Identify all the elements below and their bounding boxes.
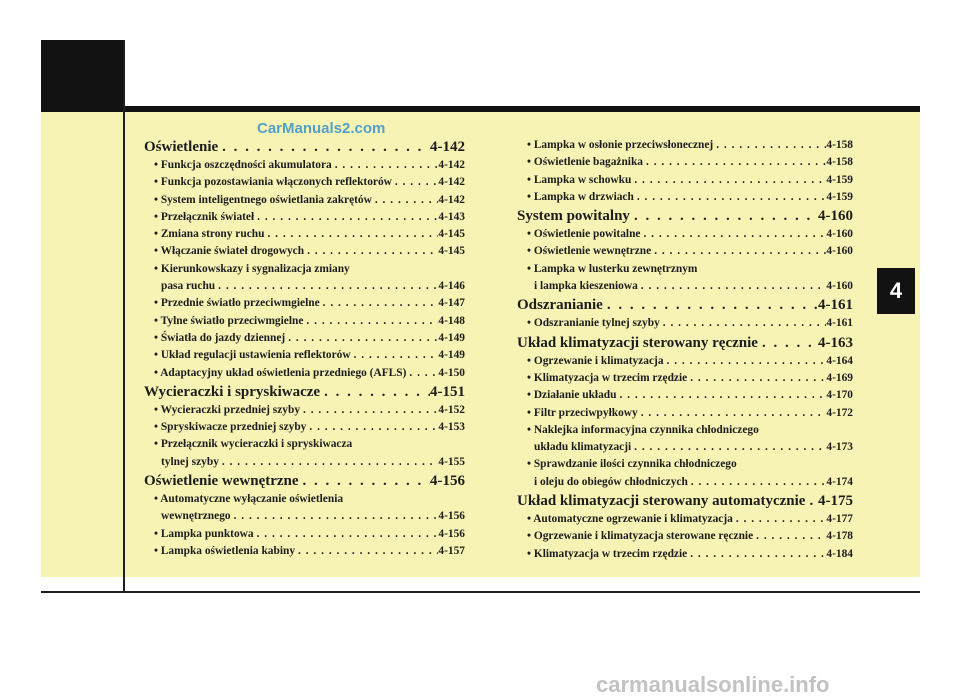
toc-entry-title: • Adaptacyjny układ oświetlenia przedniego (AFLS) bbox=[154, 366, 407, 379]
toc-entry[interactable] bbox=[517, 387, 853, 404]
toc-entry-title: Odszranianie bbox=[517, 297, 603, 314]
toc-entry-title: • Włączanie świateł drogowych bbox=[154, 245, 305, 258]
dot-leader bbox=[805, 491, 818, 511]
toc-entry[interactable] bbox=[144, 226, 465, 243]
toc-page-number: 4-142 bbox=[438, 159, 465, 171]
dot-leader bbox=[640, 226, 826, 243]
header-black-block bbox=[41, 40, 124, 112]
toc-heading[interactable] bbox=[517, 295, 853, 315]
toc-entry-title: i lampka kieszeniowa bbox=[534, 280, 638, 293]
dot-leader bbox=[687, 546, 826, 563]
toc-entry-continuation[interactable] bbox=[517, 278, 853, 295]
toc-entry-title: • System inteligentnego oświetlania zakrętów bbox=[154, 193, 372, 206]
toc-page-number: 4-158 bbox=[826, 139, 853, 151]
dot-leader bbox=[643, 154, 826, 171]
toc-page-number: 4-160 bbox=[826, 280, 853, 293]
footer-rule bbox=[41, 591, 920, 593]
toc-page-number: 4-160 bbox=[826, 228, 853, 241]
toc-page-number: 4-161 bbox=[826, 317, 853, 330]
toc-entry[interactable] bbox=[144, 295, 465, 312]
toc-page-number: 4-142 bbox=[438, 176, 465, 189]
dot-leader bbox=[687, 370, 826, 387]
toc-page-number: 4-169 bbox=[826, 371, 853, 384]
toc-entry[interactable] bbox=[517, 546, 853, 563]
toc-page-number: 4-142 bbox=[438, 193, 465, 206]
toc-page-number: 4-149 bbox=[438, 331, 465, 344]
toc-entry-continuation[interactable] bbox=[144, 508, 465, 525]
toc-entry-title: • Kierunkowskazy i sygnalizacja zmiany bbox=[154, 262, 350, 275]
toc-entry-title: • Funkcja pozostawiania włączonych reflektorów bbox=[154, 176, 392, 189]
toc-entry-title: • Oświetlenie bagażnika bbox=[527, 156, 643, 169]
toc-entry-first-line[interactable] bbox=[144, 436, 465, 453]
toc-page-number: 4-159 bbox=[826, 173, 853, 186]
toc-right-column bbox=[517, 137, 853, 563]
toc-entry[interactable] bbox=[144, 330, 465, 347]
dot-leader bbox=[372, 192, 439, 209]
margin-rule bbox=[123, 40, 125, 593]
dot-leader bbox=[320, 295, 439, 312]
toc-left-column bbox=[144, 137, 465, 560]
dot-leader bbox=[295, 543, 438, 560]
toc-page-number: 4-142 bbox=[430, 139, 465, 155]
toc-page-number: 4-160 bbox=[826, 245, 853, 258]
dot-leader bbox=[733, 511, 827, 528]
toc-page-number: 4-156 bbox=[430, 473, 465, 490]
chapter-tab[interactable]: 4 bbox=[877, 268, 915, 314]
toc-entry-title: • Lampka w osłonie przeciwsłonecznej bbox=[527, 139, 714, 151]
toc-page-number: 4-143 bbox=[438, 210, 465, 223]
toc-entry-title: • Światła do jazdy dziennej bbox=[154, 331, 286, 344]
toc-entry[interactable] bbox=[517, 172, 853, 189]
toc-heading[interactable] bbox=[517, 206, 853, 226]
dot-leader bbox=[264, 226, 438, 243]
toc-page-number: 4-173 bbox=[826, 441, 853, 454]
dot-leader bbox=[758, 333, 818, 353]
toc-page-number: 4-148 bbox=[438, 314, 465, 327]
dot-leader bbox=[631, 439, 826, 456]
toc-entry-title: układu klimatyzacji bbox=[534, 441, 632, 454]
toc-entry[interactable] bbox=[144, 526, 465, 543]
toc-entry[interactable] bbox=[144, 543, 465, 560]
dot-leader bbox=[306, 419, 438, 436]
toc-entry[interactable] bbox=[144, 365, 465, 382]
toc-entry[interactable] bbox=[144, 157, 465, 174]
toc-page-number: 4-164 bbox=[826, 354, 853, 367]
dot-leader bbox=[299, 471, 430, 491]
toc-entry-first-line[interactable] bbox=[517, 422, 853, 439]
toc-entry-title: • Klimatyzacja w trzecim rzędzie bbox=[527, 371, 688, 384]
toc-entry-title: • Klimatyzacja w trzecim rzędzie bbox=[527, 547, 688, 560]
toc-entry[interactable] bbox=[144, 192, 465, 209]
toc-page-number: 4-156 bbox=[438, 510, 465, 523]
toc-heading[interactable] bbox=[144, 382, 465, 402]
toc-entry[interactable] bbox=[517, 154, 853, 171]
toc-entry[interactable] bbox=[517, 315, 853, 332]
toc-page-number: 4-150 bbox=[438, 366, 465, 379]
toc-entry[interactable] bbox=[144, 209, 465, 226]
dot-leader bbox=[603, 295, 818, 315]
toc-entry-title: • Zmiana strony ruchu bbox=[154, 228, 265, 241]
toc-entry-continuation[interactable] bbox=[517, 439, 853, 456]
toc-entry-title: • Lampka oświetlenia kabiny bbox=[154, 544, 296, 557]
dot-leader bbox=[753, 528, 826, 545]
toc-page-number: 4-157 bbox=[438, 544, 465, 557]
toc-entry-title: • Przełącznik wycieraczki i spryskiwacza bbox=[154, 438, 353, 451]
toc-entry[interactable] bbox=[144, 243, 465, 260]
toc-page-number: 4-160 bbox=[818, 208, 853, 225]
toc-page-number: 4-149 bbox=[438, 349, 465, 362]
toc-entry-title: • Ogrzewanie i klimatyzacja sterowane ręcznie bbox=[527, 530, 754, 543]
dot-leader bbox=[231, 508, 439, 525]
toc-entry-title: Układ klimatyzacji sterowany automatycznie bbox=[517, 493, 806, 510]
toc-entry-continuation[interactable] bbox=[517, 474, 853, 491]
header-rule bbox=[124, 106, 920, 112]
toc-entry-title: • Oświetlenie wewnętrzne bbox=[527, 245, 652, 258]
toc-page-number: 4-146 bbox=[438, 280, 465, 293]
toc-entry-title: i oleju do obiegów chłodniczych bbox=[534, 475, 688, 488]
toc-entry-continuation[interactable] bbox=[144, 454, 465, 471]
dot-leader bbox=[631, 172, 826, 189]
toc-entry[interactable] bbox=[144, 402, 465, 419]
toc-entry-title: Oświetlenie bbox=[144, 139, 219, 155]
dot-leader bbox=[638, 278, 827, 295]
dot-leader bbox=[304, 243, 438, 260]
toc-page-number: 4-151 bbox=[430, 383, 465, 400]
toc-entry-title: tylnej szyby bbox=[161, 455, 219, 468]
toc-entry[interactable] bbox=[144, 313, 465, 330]
dot-leader bbox=[332, 157, 439, 174]
dot-leader bbox=[218, 137, 430, 157]
toc-entry-first-line[interactable] bbox=[517, 261, 853, 278]
dot-leader bbox=[303, 313, 438, 330]
toc-entry-title: • Filtr przeciwpyłkowy bbox=[527, 406, 638, 419]
dot-leader bbox=[219, 454, 439, 471]
toc-entry-title: • Przednie światło przeciwmgielne bbox=[154, 297, 320, 310]
toc-entry-first-line[interactable] bbox=[144, 491, 465, 508]
toc-entry-title: • Naklejka informacyjna czynnika chłodniczego bbox=[527, 423, 759, 436]
toc-entry[interactable] bbox=[517, 511, 853, 528]
toc-entry-title: Oświetlenie wewnętrzne bbox=[144, 473, 299, 490]
toc-entry-title: • Funkcja oszczędności akumulatora bbox=[154, 159, 332, 171]
toc-entry-title: wewnętrznego bbox=[161, 510, 231, 523]
toc-page-number: 4-159 bbox=[826, 190, 853, 203]
toc-entry-continuation[interactable] bbox=[144, 278, 465, 295]
toc-entry-title: • Wycieraczki przedniej szyby bbox=[154, 403, 301, 416]
dot-leader bbox=[351, 347, 439, 364]
watermark-bottom: carmanualsonline.info bbox=[596, 672, 830, 697]
toc-entry[interactable] bbox=[517, 243, 853, 260]
toc-page-number: 4-163 bbox=[818, 334, 853, 351]
toc-entry-title: Wycieraczki i spryskiwacze bbox=[144, 383, 321, 400]
toc-page-number: 4-156 bbox=[438, 527, 465, 540]
toc-page-number: 4-172 bbox=[826, 406, 853, 419]
toc-page-number: 4-152 bbox=[438, 403, 465, 416]
toc-entry-title: pasa ruchu bbox=[161, 280, 216, 293]
toc-page-number: 4-158 bbox=[826, 156, 853, 169]
dot-leader bbox=[285, 330, 438, 347]
toc-entry-title: • Spryskiwacze przedniej szyby bbox=[154, 421, 307, 434]
dot-leader bbox=[634, 189, 827, 206]
toc-entry[interactable] bbox=[144, 174, 465, 191]
toc-entry-title: System powitalny bbox=[517, 208, 630, 225]
dot-leader bbox=[254, 209, 438, 226]
toc-page-number: 4-153 bbox=[438, 421, 465, 434]
toc-entry-title: • Odszranianie tylnej szyby bbox=[527, 317, 660, 330]
toc-entry[interactable] bbox=[517, 370, 853, 387]
toc-entry-title: • Sprawdzanie ilości czynnika chłodniczego bbox=[527, 458, 737, 471]
toc-page-number: 4-174 bbox=[826, 475, 853, 488]
toc-entry-title: • Lampka punktowa bbox=[154, 527, 254, 540]
dot-leader bbox=[300, 402, 438, 419]
dot-leader bbox=[660, 315, 827, 332]
toc-entry[interactable] bbox=[517, 528, 853, 545]
dot-leader bbox=[254, 526, 439, 543]
toc-entry-title: • Tylne światło przeciwmgielne bbox=[154, 314, 304, 327]
toc-entry-title: • Automatyczne wyłączanie oświetlenia bbox=[154, 493, 344, 506]
toc-entry-title: Układ klimatyzacji sterowany ręcznie bbox=[517, 334, 758, 351]
dot-leader bbox=[392, 174, 439, 191]
dot-leader bbox=[320, 382, 430, 402]
toc-entry[interactable] bbox=[517, 189, 853, 206]
dot-leader bbox=[713, 137, 826, 154]
toc-page-number: 4-161 bbox=[818, 297, 853, 314]
toc-entry-title: • Lampka w schowku bbox=[527, 173, 632, 186]
dot-leader bbox=[638, 405, 827, 422]
dot-leader bbox=[651, 243, 826, 260]
toc-entry[interactable] bbox=[517, 405, 853, 422]
toc-page-number: 4-184 bbox=[826, 547, 853, 560]
dot-leader bbox=[688, 474, 827, 491]
toc-entry-title: • Ogrzewanie i klimatyzacja bbox=[527, 354, 664, 367]
toc-entry-title: • Działanie układu bbox=[527, 389, 617, 402]
toc-page-number: 4-147 bbox=[438, 297, 465, 310]
toc-page-number: 4-145 bbox=[438, 245, 465, 258]
toc-entry[interactable] bbox=[517, 353, 853, 370]
toc-entry-title: • Oświetlenie powitalne bbox=[527, 228, 641, 241]
toc-entry-title: • Lampka w drzwiach bbox=[527, 190, 634, 203]
toc-entry-title: • Lampka w lusterku zewnętrznym bbox=[527, 262, 698, 275]
toc-entry-title: • Układ regulacji ustawienia reflektorów bbox=[154, 349, 351, 362]
toc-entry-first-line[interactable] bbox=[144, 261, 465, 278]
dot-leader bbox=[406, 365, 438, 382]
toc-heading[interactable] bbox=[517, 333, 853, 353]
toc-entry[interactable] bbox=[144, 419, 465, 436]
toc-page-number: 4-145 bbox=[438, 228, 465, 241]
toc-heading[interactable] bbox=[144, 137, 465, 157]
dot-leader bbox=[664, 353, 827, 370]
toc-entry-title: • Automatyczne ogrzewanie i klimatyzacja bbox=[527, 513, 733, 526]
toc-entry[interactable] bbox=[517, 226, 853, 243]
toc-page-number: 4-178 bbox=[826, 530, 853, 543]
dot-leader bbox=[616, 387, 826, 404]
toc-page-number: 4-177 bbox=[826, 513, 853, 526]
dot-leader bbox=[215, 278, 438, 295]
toc-heading[interactable] bbox=[144, 471, 465, 491]
toc-heading[interactable] bbox=[517, 491, 853, 511]
toc-entry-first-line[interactable] bbox=[517, 456, 853, 473]
toc-page-number: 4-170 bbox=[826, 389, 853, 402]
dot-leader bbox=[630, 206, 818, 226]
toc-page-number: 4-175 bbox=[818, 493, 853, 510]
watermark-top: CarManuals2.com bbox=[257, 120, 386, 137]
toc-entry[interactable] bbox=[144, 347, 465, 364]
toc-entry-title: • Przełącznik świateł bbox=[154, 210, 255, 223]
toc-entry[interactable] bbox=[517, 137, 853, 154]
toc-page-number: 4-155 bbox=[438, 455, 465, 468]
